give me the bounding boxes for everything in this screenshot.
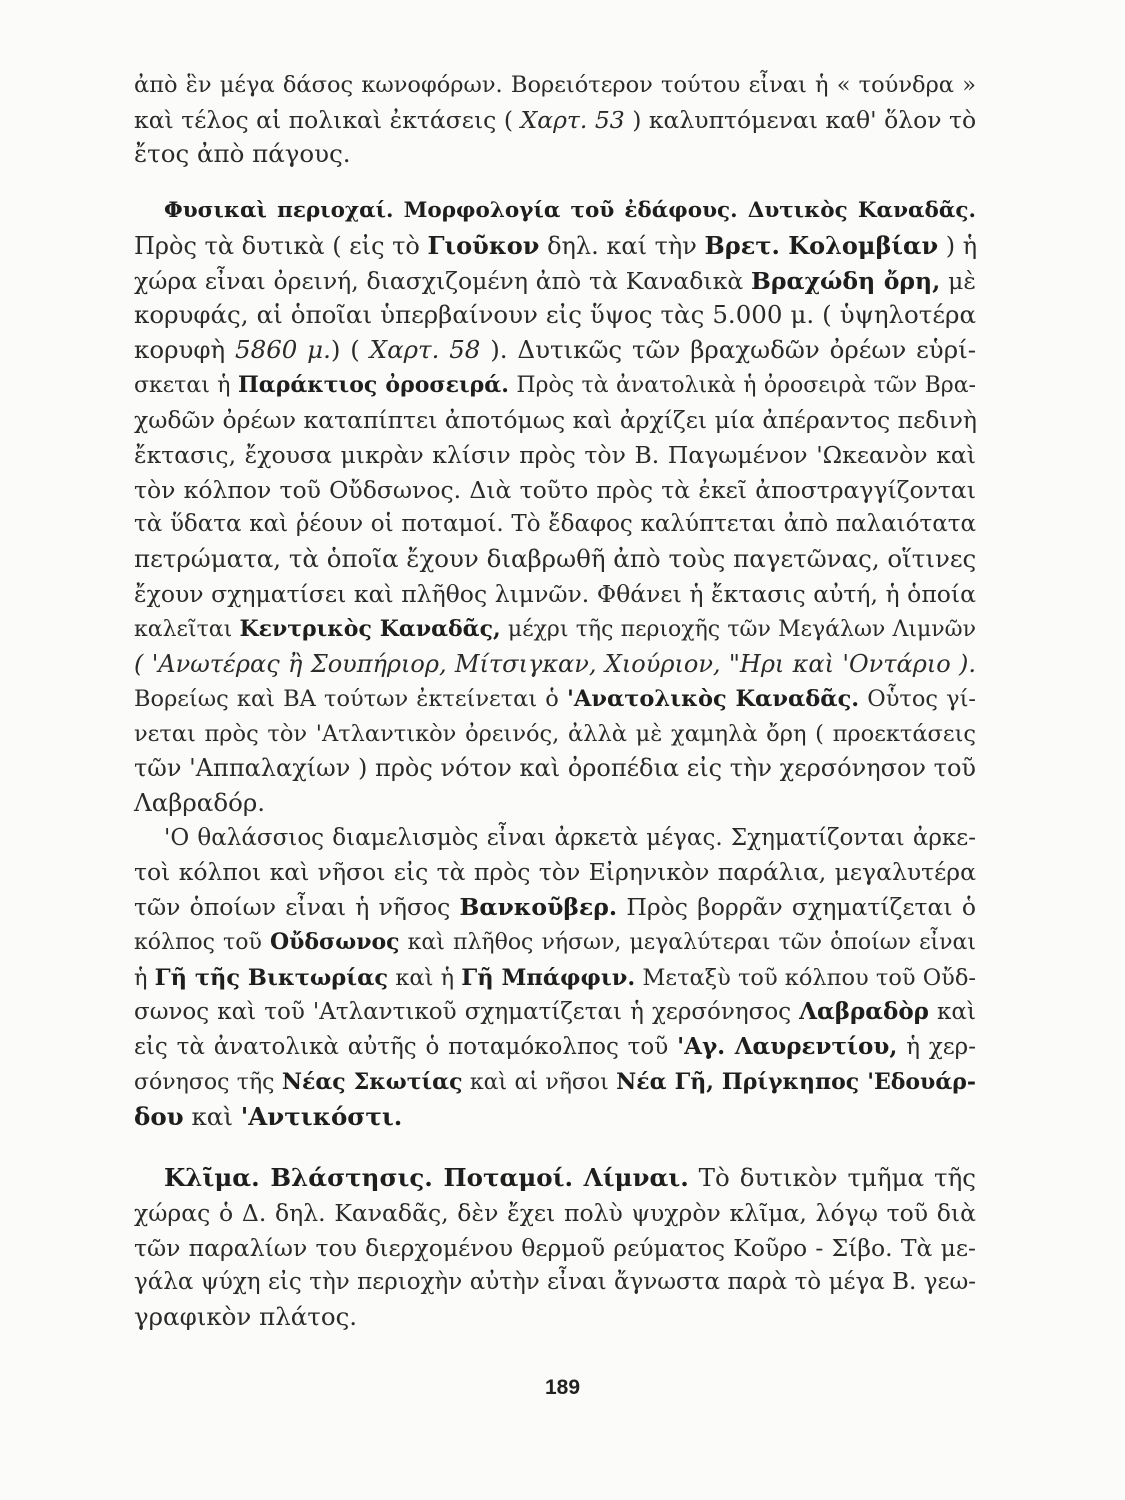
text-line: Βορείως καὶ ΒΑ τούτων ἐκτείνεται ὁ 'Ανατολικὸς Καναδᾶς. Οὗτος γί- xyxy=(134,685,977,712)
page-number: 189 xyxy=(544,1376,581,1399)
text-line: Πρὸς τὰ δυτικὰ ( εἰς τὸ Γιοῦκον δηλ. καί τὴν Βρετ. Κολομβίαν ) ἡ xyxy=(134,230,978,260)
text-line: σκεται ἡ Παράκτιος ὀροσειρά. Πρὸς τὰ ἀνατολικὰ ἡ ὀροσειρὰ τῶν Βρα- xyxy=(134,371,976,398)
text-line: ἀπὸ ἓν μέγα δάσος κωνοφόρων. Βορειότερον τούτου εἶναι ἡ « τούνδρα » xyxy=(134,72,976,98)
text-line: κορυφὴ 5860 μ.) ( Χαρτ. 58 ). Δυτικῶς τῶν βραχωδῶν ὀρέων εὑρί- xyxy=(134,334,976,364)
text-line: τὸν κόλπον τοῦ Οὔδσωνος. Διὰ τοῦτο πρὸς τὰ ἐκεῖ ἀποστραγγίζονται xyxy=(134,475,976,504)
text-line: εἰς τὰ ἀνατολικὰ αὐτῆς ὁ ποταμόκολπος τοῦ 'Αγ. Λαυρεντίου, ἡ χερ- xyxy=(134,1032,976,1060)
text-line: ἔχουν σχηματίσει καὶ πλῆθος λιμνῶν. Φθάνει ἡ ἔκτασις αὐτή, ἡ ὁποία xyxy=(134,579,976,608)
text-line: ἔτος ἀπὸ πάγους. xyxy=(134,139,351,169)
text-line: ( 'Ανωτέρας ἢ Σουπήριορ, Μίτσιγκαν, Χιούριον, "Ηρι καὶ 'Οντάριο ). xyxy=(134,650,976,679)
text-line: σωνος καὶ τοῦ 'Ατλαντικοῦ σχηματίζεται ἡ χερσόνησος Λαβραδὸρ καὶ xyxy=(134,998,976,1026)
text-line: τὰ ὕδατα καὶ ῥέουν οἱ ποταμοί. Τὸ ἔδαφος καλύπτεται ἀπὸ παλαιότατα xyxy=(134,511,976,538)
text-line: κόλπος τοῦ Οὔδσωνος καὶ πλῆθος νήσων, μεγαλύτεραι τῶν ὁποίων εἶναι xyxy=(134,928,976,955)
text-line: τῶν 'Αππαλαχίων ) πρὸς νότον καὶ ὀροπέδια εἰς τὴν χερσόνησον τοῦ xyxy=(134,754,976,783)
text-line: ἡ Γῆ τῆς Βικτωρίας καὶ ἡ Γῆ Μπάφφιν. Μεταξὺ τοῦ κόλπου τοῦ Οὔδ- xyxy=(134,964,977,991)
text-line: γάλα ψύχη εἰς τὴν περιοχὴν αὐτὴν εἶναι ἄγνωστα παρὰ τὸ μέγα Β. γεω- xyxy=(134,1269,976,1296)
text-line: χωδῶν ὀρέων καταπίπτει ἀποτόμως καὶ ἀρχίζει μία ἀπέραντος πεδινὴ xyxy=(134,406,977,435)
text-line: ἔκτασις, ἔχουσα μικρὰν κλίσιν πρὸς τὸν Β. Παγωμένον 'Ωκεανὸν καὶ xyxy=(134,441,976,470)
text-line: καλεῖται Κεντρικὸς Καναδᾶς, μέχρι τῆς περιοχῆς τῶν Μεγάλων Λιμνῶν xyxy=(134,615,976,642)
text-line: πετρώματα, τὰ ὁποῖα ἔχουν διαβρωθῆ ἀπὸ τοὺς παγετῶνας, οἵτινες xyxy=(134,544,977,574)
text-line: τῶν ὁποίων εἶναι ἡ νῆσος Βανκοῦβερ. Πρὸς βορρᾶν σχηματίζεται ὁ xyxy=(134,893,976,922)
text-line: κορυφάς, αἱ ὁποῖαι ὑπερβαίνουν εἰς ὕψος τὰς 5.000 μ. ( ὑψηλοτέρα xyxy=(134,300,976,330)
text-line: χώρας ὁ Δ. δηλ. Καναδᾶς, δὲν ἔχει πολὺ ψυχρὸν κλῖμα, λόγῳ τοῦ διὰ xyxy=(134,1198,976,1227)
text-line: δου καὶ 'Αντικόστι. xyxy=(134,1102,403,1132)
text-line: γραφικὸν πλάτος. xyxy=(134,1301,358,1331)
text-line: τῶν παραλίων του διερχομένου θερμοῦ ρεύματος Κοῦρο - Σίβο. Τὰ με- xyxy=(134,1233,976,1262)
text-line: Λαβραδόρ. xyxy=(134,788,266,818)
text-line: νεται πρὸς τὸν 'Ατλαντικὸν ὀρεινός, ἀλλὰ μὲ χαμηλὰ ὄρη ( προεκτάσεις xyxy=(134,720,976,747)
text-line: χώρα εἶναι ὀρεινή, διασχιζομένη ἀπὸ τὰ Καναδικὰ Βραχώδη ὄρη, μὲ xyxy=(134,266,976,295)
section-heading-climate: Κλῖμα. Βλάστησις. Ποταμοί. Λίμναι. xyxy=(164,1163,689,1193)
text-line: Κλῖμα. Βλάστησις. Ποταμοί. Λίμναι. Τὸ δυτικὸν τμῆμα τῆς xyxy=(164,1163,976,1193)
body-text xyxy=(134,68,976,1335)
text-line: καὶ τέλος αἱ πολικαὶ ἐκτάσεις ( Χαρτ. 53 ) καλυπτόμεναι καθ' ὅλον τὸ xyxy=(134,105,977,134)
text-line: σόνησος τῆς Νέας Σκωτίας καὶ αἱ νῆσοι Νέα Γῆ, Πρίγκηπος 'Εδουάρ- xyxy=(134,1068,977,1095)
section-heading-physical-regions: Φυσικαὶ περιοχαί. Μορφολογία τοῦ ἐδάφους. Δυτικὸς Καναδᾶς. xyxy=(164,198,976,224)
text-line: 'Ο θαλάσσιος διαμελισμὸς εἶναι ἀρκετὰ μέγας. Σχηματίζονται ἀρκε- xyxy=(164,824,976,851)
text-line: τοὶ κόλποι καὶ νῆσοι εἰς τὰ πρὸς τὸν Εἰρηνικὸν παράλια, μεγαλυτέρα xyxy=(134,858,976,887)
